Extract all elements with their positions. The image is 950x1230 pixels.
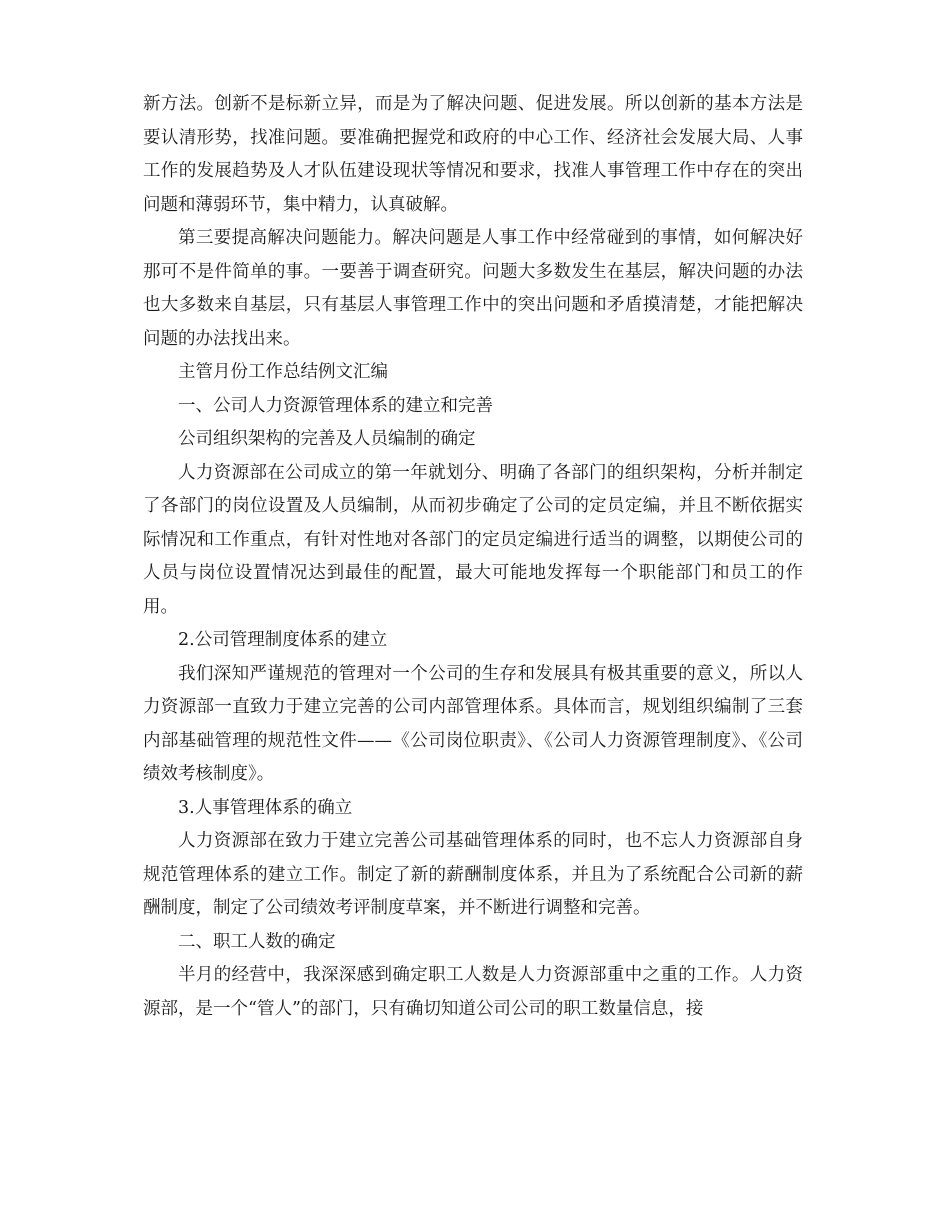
subheading-org-structure: 公司组织架构的完善及人员编制的确定 xyxy=(178,429,476,449)
section-heading-1: 一、公司人力资源管理体系的建立和完善 xyxy=(178,395,493,416)
section-heading-summary: 主管月份工作总结例文汇编 xyxy=(178,362,388,382)
paragraph-management-system: 我们深知严谨规范的管理对一个公司的生存和发展具有极其重要的意义，所以人力资源部一直致力于建立完善的公司内部管理体系。具体而言，规划组织编制了三套内部基础管理的规范性文件——《公司岗位职责》、《公司人力资源管理制度》、《公司绩效考核制度》。 xyxy=(143,663,803,784)
paragraph-staff-count: 半月的经营中，我深深感到确定职工人数是人力资源部重中之重的工作。人力资源部，是一个“管人”的部门，只有确切知道公司公司的职工数量信息，接 xyxy=(143,965,803,1019)
subheading-2: 2.公司管理制度体系的建立 xyxy=(178,630,388,650)
paragraph-personnel-system: 人力资源部在致力于建立完善公司基础管理体系的同时，也不忘人力资源部自身规范管理体系的建立工作。制定了新的薪酬制度体系，并且为了系统配合公司新的薪酬制度，制定了公司绩效考评制度草案，并不断进行调整和完善。 xyxy=(143,831,803,918)
section-heading-2: 二、职工人数的确定 xyxy=(178,931,336,952)
document-body xyxy=(143,88,803,1026)
paragraph-2: 第三要提高解决问题能力。解决问题是人事工作中经常碰到的事情，如何解决好那可不是件简单的事。一要善于调查研究。问题大多数发生在基层，解决问题的办法也大多数来自基层，只有基层人事管理工作中的突出问题和矛盾摸清楚，才能把解决问题的办法找出来。 xyxy=(143,228,803,349)
paragraph-org-structure: 人力资源部在公司成立的第一年就划分、明确了各部门的组织架构，分析并制定了各部门的岗位设置及人员编制，从而初步确定了公司的定员定编，并且不断依据实际情况和工作重点，有针对性地对各部门的定员定编进行适当的调整，以期使公司的人员与岗位设置情况达到最佳的配置，最大可能地发挥每一个职能部门和员工的作用。 xyxy=(143,462,803,617)
paragraph-1: 新方法。创新不是标新立异，而是为了解决问题、促进发展。所以创新的基本方法是要认清形势，找准问题。要准确把握党和政府的中心工作、经济社会发展大局、人事工作的发展趋势及人才队伍建设现状等情况和要求，找准人事管理工作中存在的突出问题和薄弱环节，集中精力，认真破解。 xyxy=(143,94,803,215)
subheading-3: 3.人事管理体系的确立 xyxy=(178,797,353,818)
